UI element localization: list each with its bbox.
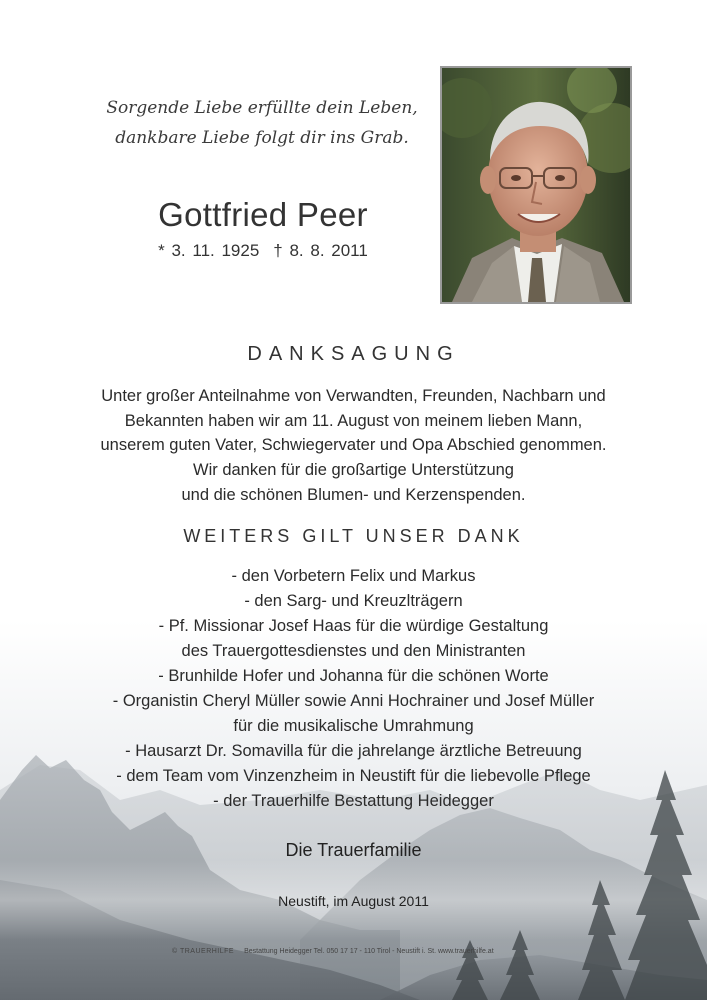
family-signature: Die Trauerfamilie [285, 840, 422, 860]
list-item: des Trauergottesdienstes und den Ministranten [181, 642, 526, 660]
list-item: - Organistin Cheryl Müller sowie Anni Hochrainer und Josef Müller [112, 692, 595, 710]
list-item: - den Vorbetern Felix und Markus [231, 567, 476, 585]
place-and-date: Neustift, im August 2011 [278, 893, 429, 909]
death-date: † 8. 8. 2011 [273, 241, 368, 260]
list-item: - Pf. Missionar Josef Haas für die würdige Gestaltung [158, 617, 549, 635]
memorial-quote-line-1: Sorgende Liebe erfüllte dein Leben, [106, 98, 418, 118]
list-item: - der Trauerhilfe Bestattung Heidegger [213, 792, 494, 810]
list-item: - den Sarg- und Kreuzlträgern [244, 592, 463, 610]
thanks-paragraph [40, 384, 667, 508]
thanks-line: Bekannten haben wir am 11. August von meinem lieben Mann, [124, 411, 583, 430]
list-item: für die musikalische Umrahmung [233, 717, 474, 735]
thanks-line: Wir danken für die großartige Unterstützung [193, 461, 514, 480]
list-item: - Hausarzt Dr. Somavilla für die jahrelange ärztliche Betreuung [125, 742, 582, 760]
thanks-line: Unter großer Anteilnahme von Verwandten, Freunden, Nachbarn und [101, 387, 606, 405]
further-thanks-heading: WEITERS GILT UNSER DANK [183, 526, 524, 546]
list-item: - dem Team vom Vinzenzheim in Neustift für die liebevolle Pflege [116, 767, 591, 785]
funeral-home-contact: Bestattung Heidegger Tel. 050 17 17 - 110 Tirol - Neustift i. St. www.trauerhilfe.at [244, 948, 494, 955]
portrait-photo [440, 66, 632, 304]
thanks-line: unserem guten Vater, Schwiegervater und Opa Abschied genommen. [100, 436, 607, 455]
funeral-home-brand: © TRAUERHILFE [172, 948, 235, 955]
thanks-line: und die schönen Blumen- und Kerzenspenden. [181, 485, 526, 504]
list-item: - Brunhilde Hofer und Johanna für die schönen Worte [158, 667, 549, 685]
memorial-quote-line-2: dankbare Liebe folgt dir ins Grab. [115, 128, 409, 148]
deceased-name: Gottfried Peer [158, 196, 368, 233]
birth-date: * 3. 11. 1925 [158, 241, 260, 260]
funeral-home-footer [172, 948, 572, 955]
thanks-heading: DANKSAGUNG [247, 343, 460, 365]
further-thanks-list [40, 564, 667, 814]
life-dates [108, 241, 418, 261]
